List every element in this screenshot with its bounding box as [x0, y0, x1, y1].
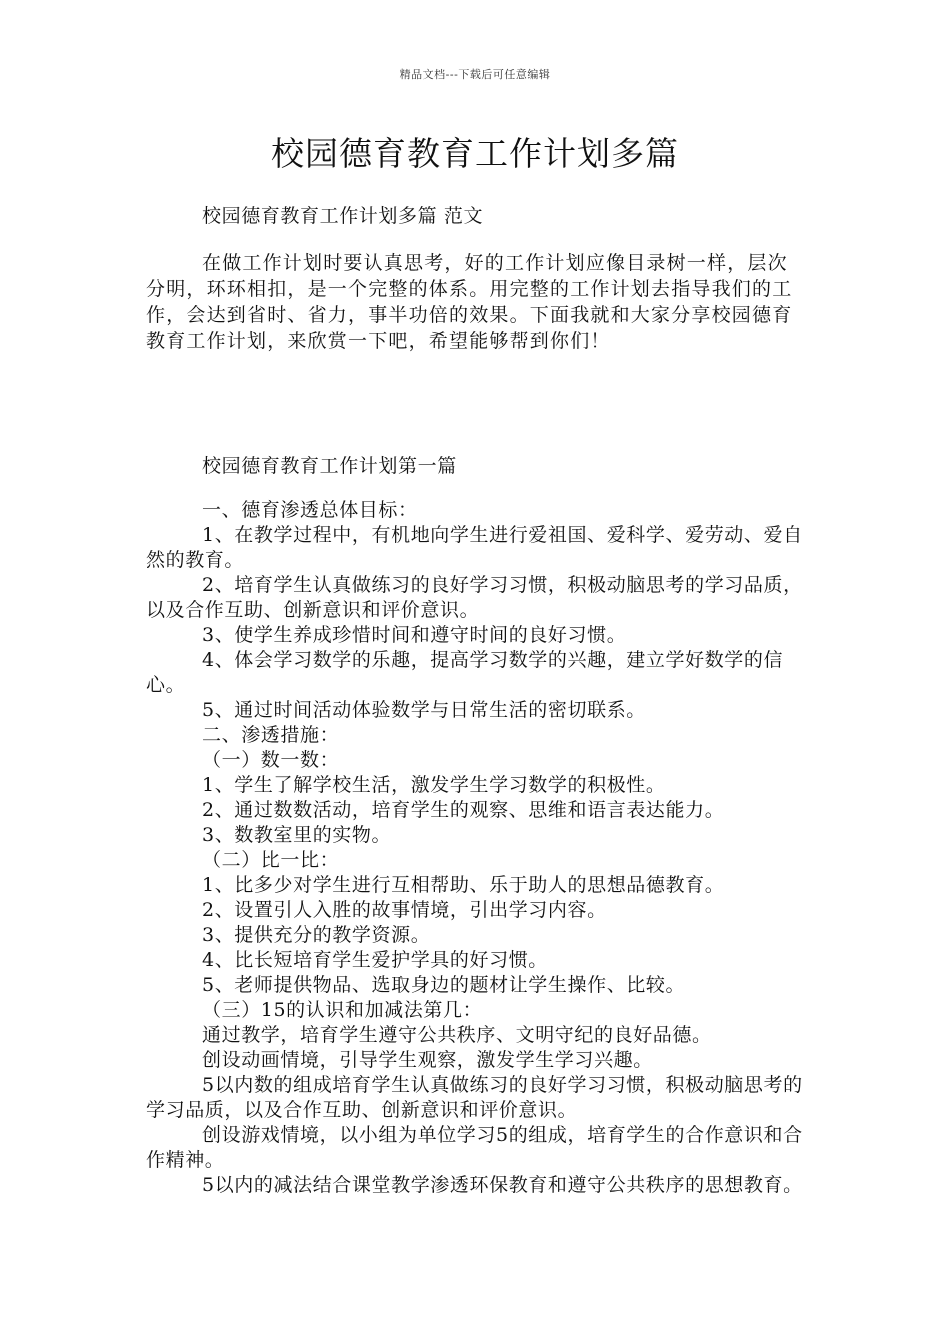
paragraph-goal-1: 1、在教学过程中，有机地向学生进行爱祖国、爱科学、爱劳动、爱自然的教育。: [146, 524, 803, 571]
intro-paragraph-block: [146, 250, 806, 354]
paragraph-goal-5: 5、通过时间活动体验数学与日常生活的密切联系。: [202, 699, 646, 721]
paragraph-item: 2、设置引人入胜的故事情境，引出学习内容。: [202, 899, 607, 921]
paragraph-subheading-1: （一）数一数：: [202, 749, 340, 771]
paragraph-item: 3、提供充分的教学资源。: [202, 924, 431, 946]
paragraph-item: 5以内的减法结合课堂教学渗透环保教育和遵守公共秩序的思想教育。: [202, 1174, 803, 1196]
intro-paragraph: 在做工作计划时要认真思考，好的工作计划应像目录树一样，层次分明，环环相扣，是一个完整的体系。用完整的工作计划去指导我们的工作，会达到省时、省力，事半功倍的效果。下面我就和大家分享校园德育教育工作计划，来欣赏一下吧，希望能够帮到你们！: [146, 252, 793, 352]
paragraph-item: 创设游戏情境，以小组为单位学习5的组成，培育学生的合作意识和合作精神。: [146, 1124, 803, 1171]
paragraph-subheading-3: （三）15的认识和加减法第几：: [202, 999, 483, 1021]
paragraph-item: 4、比长短培育学生爱护学具的好习惯。: [202, 949, 548, 971]
document-subtitle: 校园德育教育工作计划多篇 范文: [202, 205, 484, 227]
paragraph-goal-4: 4、体会学习数学的乐趣，提高学习数学的兴趣，建立学好数学的信心。: [146, 649, 784, 696]
paragraph-goal-heading: 一、德育渗透总体目标：: [202, 499, 418, 521]
paragraph-item: 5以内数的组成培育学生认真做练习的良好学习习惯，积极动脑思考的学习品质，以及合作互助、创新意识和评价意识。: [146, 1074, 803, 1121]
paragraph-subheading-2: （二）比一比：: [202, 849, 340, 871]
paragraph-item: 5、老师提供物品、选取身边的题材让学生操作、比较。: [202, 974, 686, 996]
document-title: 校园德育教育工作计划多篇: [271, 134, 679, 173]
section-heading: 校园德育教育工作计划第一篇: [202, 455, 457, 477]
paragraph-item: 通过教学，培育学生遵守公共秩序、文明守纪的良好品德。: [202, 1024, 712, 1046]
header-note: 精品文档---下载后可任意编辑: [399, 68, 551, 81]
paragraph-item: 2、通过数数活动，培育学生的观察、思维和语言表达能力。: [202, 799, 725, 821]
paragraph-goal-2: 2、培育学生认真做练习的良好学习习惯，积极动脑思考的学习品质，以及合作互助、创新意识和评价意识。: [146, 574, 803, 621]
paragraph-item: 1、比多少对学生进行互相帮助、乐于助人的思想品德教育。: [202, 874, 725, 896]
paragraph-item: 创设动画情境，引导学生观察，激发学生学习兴趣。: [202, 1049, 653, 1071]
paragraph-measures-heading: 二、渗透措施：: [202, 724, 340, 746]
paragraph-goal-3: 3、使学生养成珍惜时间和遵守时间的良好习惯。: [202, 624, 627, 646]
body-text: [146, 498, 806, 1198]
paragraph-item: 3、数教室里的实物。: [202, 824, 392, 846]
paragraph-item: 1、学生了解学校生活，激发学生学习数学的积极性。: [202, 774, 666, 796]
